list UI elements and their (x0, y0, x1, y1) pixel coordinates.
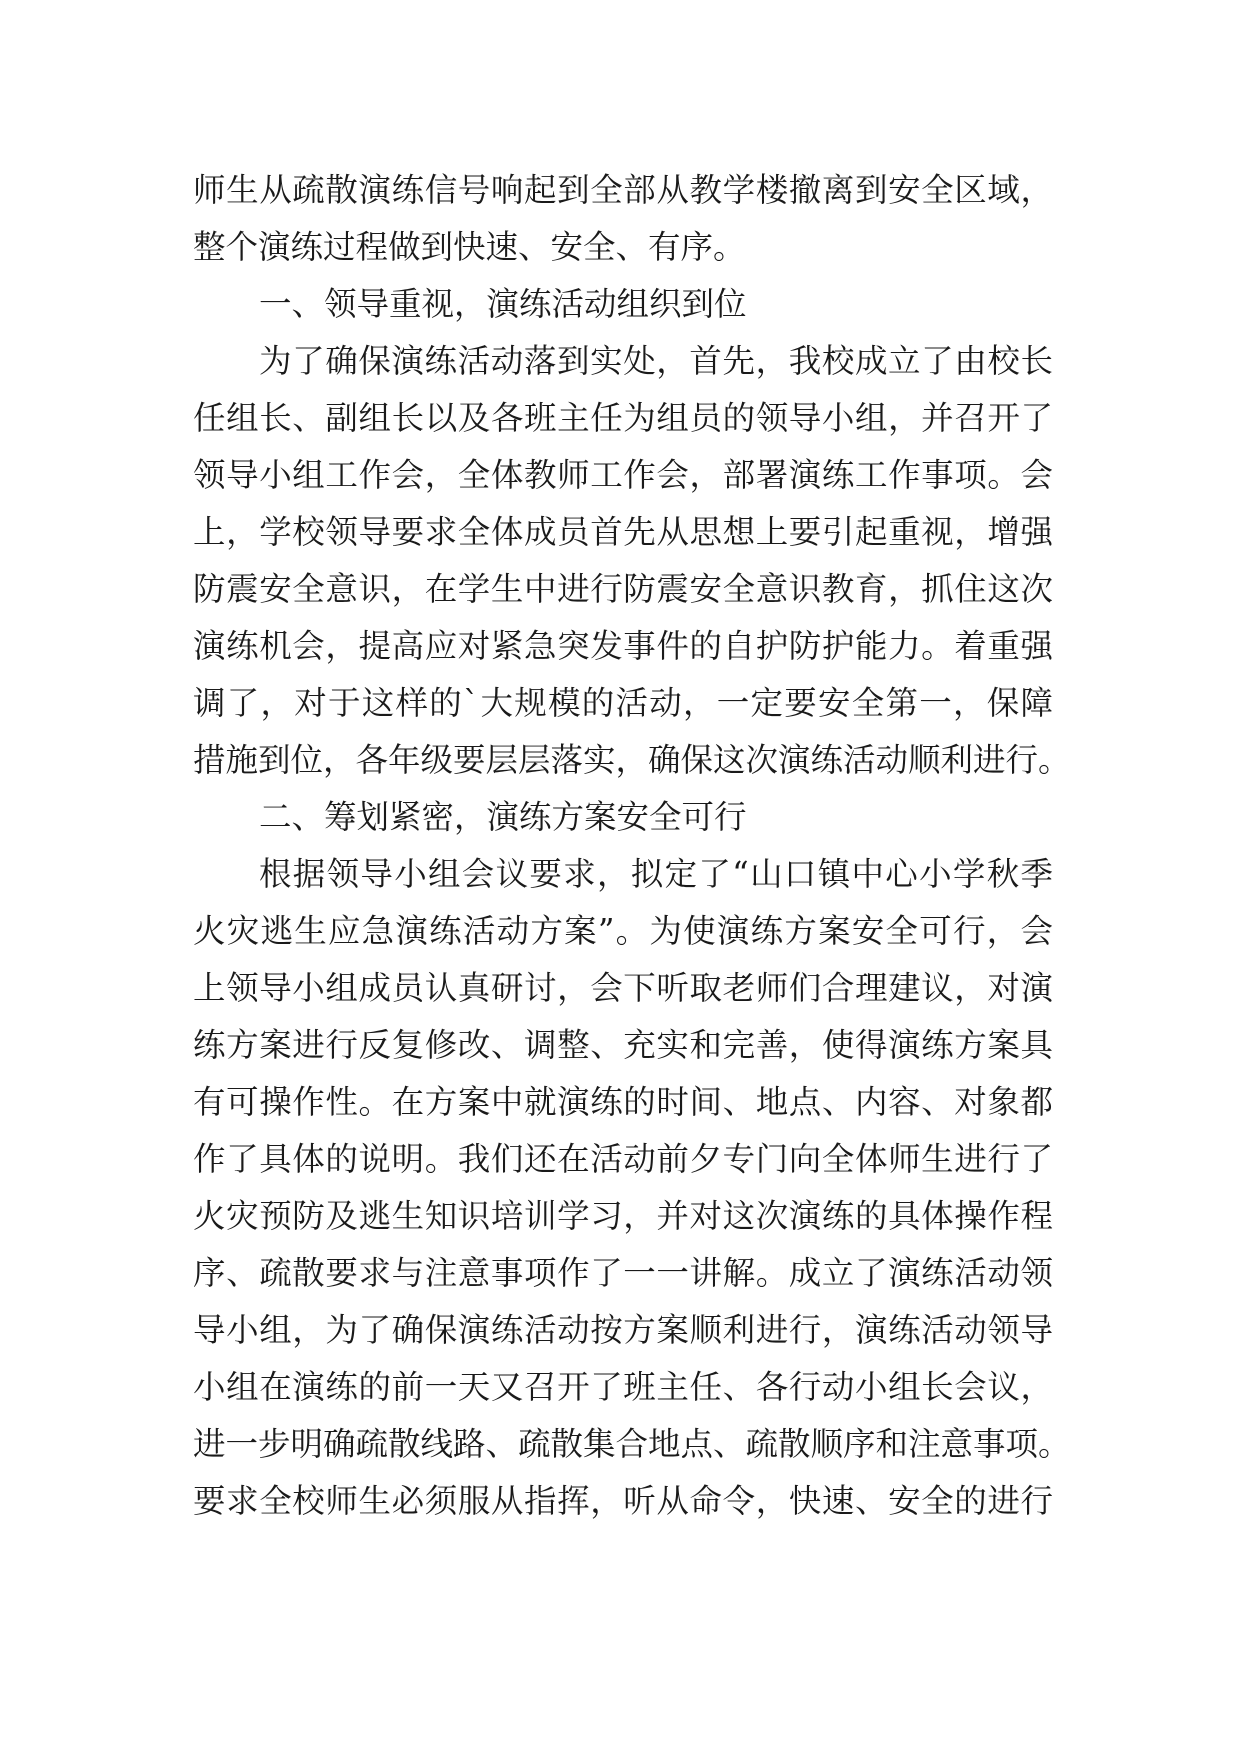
section-heading-2: 二、筹划紧密，演练方案安全可行 (259, 798, 747, 836)
body-line: 上领导小组成员认真研讨，会下听取老师们合理建议，对演 (193, 969, 1053, 1007)
body-line: 演练机会，提高应对紧急突发事件的自护防护能力。着重强 (193, 627, 1053, 665)
body-line: 上，学校领导要求全体成员首先从思想上要引起重视，增强 (193, 513, 1053, 551)
body-line: 有可操作性。在方案中就演练的时间、地点、内容、对象都 (193, 1083, 1053, 1121)
document-body (193, 162, 1071, 1530)
body-line: 练方案进行反复修改、调整、充实和完善，使得演练方案具 (193, 1026, 1053, 1064)
body-line: 火灾逃生应急演练活动方案”。为使演练方案安全可行，会 (193, 912, 1053, 950)
body-line: 防震安全意识，在学生中进行防震安全意识教育，抓住这次 (193, 570, 1053, 608)
body-line: 作了具体的说明。我们还在活动前夕专门向全体师生进行了 (193, 1140, 1053, 1178)
body-line: 整个演练过程做到快速、安全、有序。 (193, 228, 746, 266)
body-line: 进一步明确疏散线路、疏散集合地点、疏散顺序和注意事项。 (193, 1425, 1071, 1463)
section-heading-1: 一、领导重视，演练活动组织到位 (259, 285, 747, 323)
body-line: 导小组，为了确保演练活动按方案顺利进行，演练活动领导 (193, 1311, 1053, 1349)
paragraph-first-line: 根据领导小组会议要求，拟定了“山口镇中心小学秋季 (259, 855, 1053, 893)
body-line: 措施到位，各年级要层层落实，确保这次演练活动顺利进行。 (193, 741, 1071, 779)
body-line: 调了，对于这样的`大规模的活动，一定要安全第一，保障 (193, 684, 1053, 722)
body-line: 任组长、副组长以及各班主任为组员的领导小组，并召开了 (193, 399, 1053, 437)
body-line: 领导小组工作会，全体教师工作会，部署演练工作事项。会 (193, 456, 1053, 494)
body-line: 小组在演练的前一天又召开了班主任、各行动小组长会议， (193, 1368, 1053, 1406)
body-line: 师生从疏散演练信号响起到全部从教学楼撤离到安全区域， (193, 171, 1053, 209)
body-line: 要求全校师生必须服从指挥，听从命令，快速、安全的进行 (193, 1482, 1053, 1520)
body-line: 火灾预防及逃生知识培训学习，并对这次演练的具体操作程 (193, 1197, 1053, 1235)
body-line: 序、疏散要求与注意事项作了一一讲解。成立了演练活动领 (193, 1254, 1053, 1292)
paragraph-first-line: 为了确保演练活动落到实处，首先，我校成立了由校长 (259, 342, 1053, 380)
